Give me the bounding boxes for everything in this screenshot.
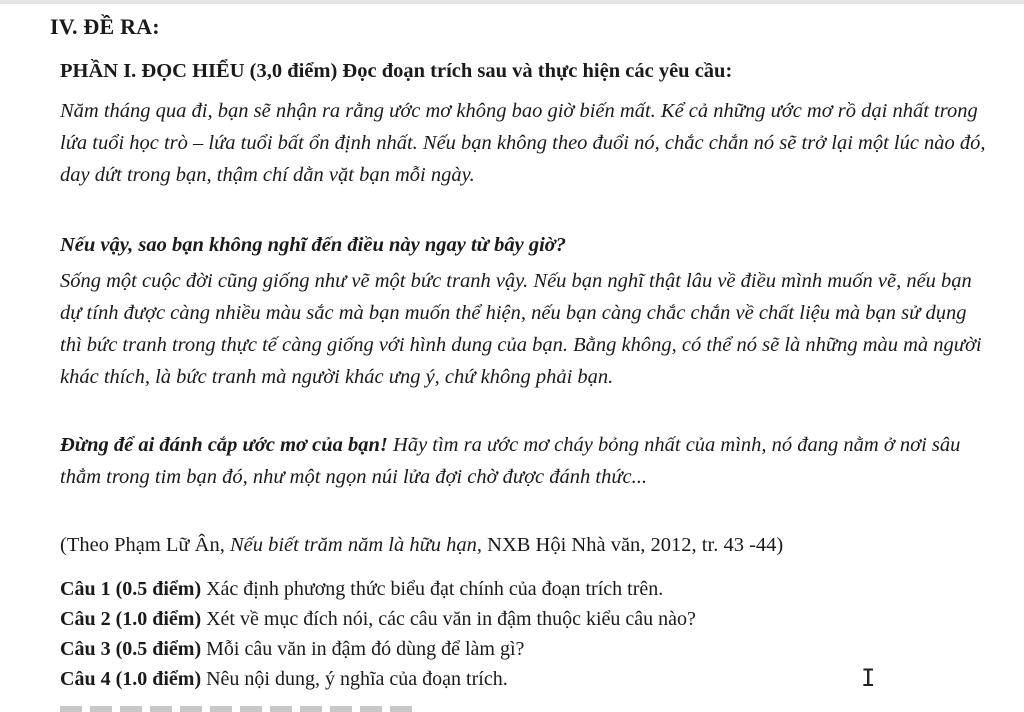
passage-paragraph-4-rest: Hãy tìm ra ước mơ cháy bỏng nhất của mình, nó đang nằm ở nơi sâu thẳm trong tim bạn đó, như một ngọn núi lửa đợi chờ được đánh thức... [60,434,961,488]
question-label: Câu 3 (0.5 điểm) [60,638,202,660]
question-text: Xét về mục đích nói, các câu văn in đậm thuộc kiểu câu nào? [201,608,696,630]
text-cursor-icon: I [861,664,876,692]
question-text: Xác định phương thức biểu đạt chính của đoạn trích trên. [201,578,664,600]
question-item-4 [60,664,980,694]
passage-paragraph-2-bold-question: Nếu vậy, sao bạn không nghĩ đến điều này ngay từ bây giờ? [60,234,567,256]
question-list [60,574,980,694]
cropped-next-line [60,706,420,712]
section-heading: IV. ĐỀ RA: [50,14,160,39]
question-text: Mỗi câu văn in đậm đó dùng để làm gì? [201,638,525,660]
source-citation [60,534,783,557]
source-book-title: Nếu biết trăm năm là hữu hạn, [229,534,483,556]
passage-paragraph-4 [60,429,990,493]
question-item-1 [60,574,980,604]
question-item-3 [60,634,980,664]
question-label: Câu 1 (0.5 điểm) [60,578,202,600]
source-prefix: (Theo Phạm Lữ Ân, [60,534,230,556]
question-label: Câu 2 (1.0 điểm) [60,608,202,630]
question-label: Câu 4 (1.0 điểm) [60,668,202,690]
part-heading: PHẦN I. ĐỌC HIỂU (3,0 điểm) Đọc đoạn trích sau và thực hiện các yêu cầu: [60,60,733,82]
question-text: Nêu nội dung, ý nghĩa của đoạn trích. [201,668,508,690]
passage-paragraph-3: Sống một cuộc đời cũng giống như vẽ một bức tranh vậy. Nếu bạn nghĩ thật lâu về điều mình muốn vẽ, nếu bạn dự tính được càng nhiều màu sắc mà bạn muốn thể hiện, nếu bạn càng chắc chắn về chất liệu mà bạn sử dụng thì bức tranh trong thực tế càng giống với hình dung của bạn. Bằng không, có thể nó sẽ là những màu mà người khác thích, là bức tranh mà người khác ưng ý, chứ không phải bạn. [60,270,982,388]
question-item-2 [60,604,980,634]
source-suffix: NXB Hội Nhà văn, 2012, tr. 43 -44) [482,534,784,556]
passage-bold-exclamation: Đừng để ai đánh cắp ước mơ của bạn! [60,434,388,456]
passage-paragraph-1: Năm tháng qua đi, bạn sẽ nhận ra rằng ước mơ không bao giờ biến mất. Kể cả những ước mơ rồ dại nhất trong lứa tuổi học trò – lứa tuổi bất ổn định nhất. Nếu bạn không theo đuổi nó, chắc chắn nó sẽ trở lại một lúc nào đó, day dứt trong bạn, thậm chí dằn vặt bạn mỗi ngày. [60,100,986,186]
